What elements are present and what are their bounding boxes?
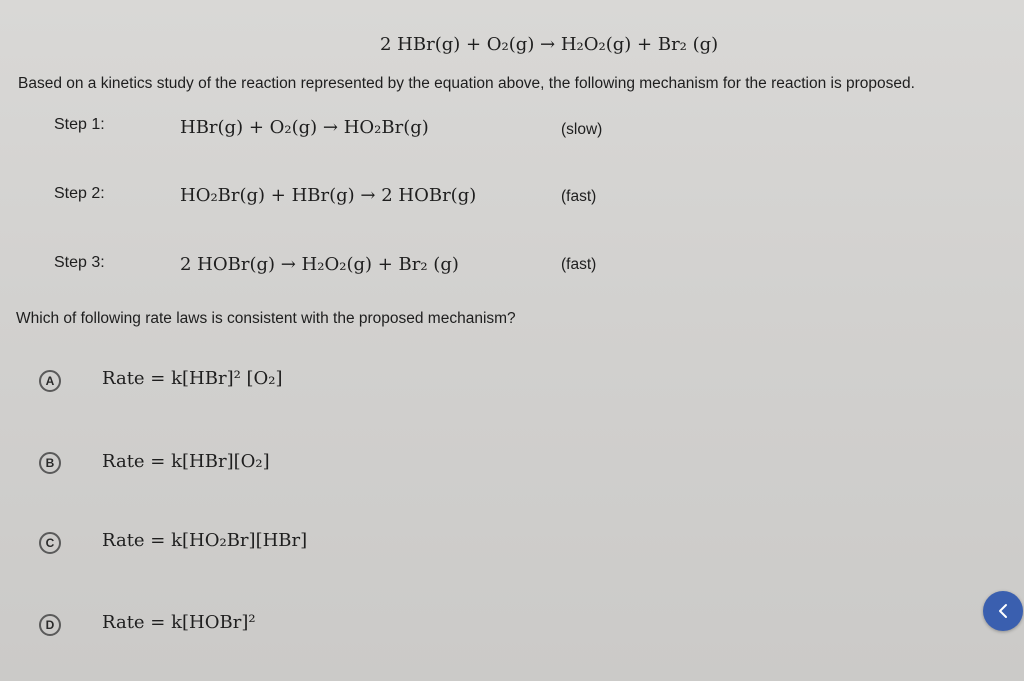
- chevron-left-icon: [995, 602, 1011, 620]
- step-2-rate: (fast): [561, 188, 597, 205]
- step-1-rate: (slow): [561, 121, 603, 138]
- intro-text: Based on a kinetics study of the reaction represented by the equation above, the following mechanism for the reaction is proposed.: [18, 75, 915, 92]
- option-b-equation[interactable]: Rate = k[HBr][O₂]: [102, 451, 270, 472]
- question-text: Which of following rate laws is consistent with the proposed mechanism?: [16, 310, 516, 327]
- option-d-radio[interactable]: D: [39, 614, 61, 636]
- back-button[interactable]: [983, 591, 1023, 631]
- step-3-rate: (fast): [561, 256, 597, 273]
- step-2-label: Step 2:: [54, 185, 105, 202]
- step-3-equation: 2 HOBr(g) → H₂O₂(g) + Br₂ (g): [180, 254, 459, 275]
- step-2-equation: HO₂Br(g) + HBr(g) → 2 HOBr(g): [180, 185, 477, 206]
- option-a-equation[interactable]: Rate = k[HBr]² [O₂]: [102, 368, 283, 389]
- overall-equation: 2 HBr(g) + O₂(g) → H₂O₂(g) + Br₂ (g): [380, 34, 719, 55]
- step-1-label: Step 1:: [54, 116, 105, 133]
- option-c-equation[interactable]: Rate = k[HO₂Br][HBr]: [102, 530, 308, 551]
- option-b-radio[interactable]: B: [39, 452, 61, 474]
- option-d-equation[interactable]: Rate = k[HOBr]²: [102, 612, 256, 633]
- step-3-label: Step 3:: [54, 254, 105, 271]
- option-a-radio[interactable]: A: [39, 370, 61, 392]
- step-1-equation: HBr(g) + O₂(g) → HO₂Br(g): [180, 117, 429, 138]
- option-c-radio[interactable]: C: [39, 532, 61, 554]
